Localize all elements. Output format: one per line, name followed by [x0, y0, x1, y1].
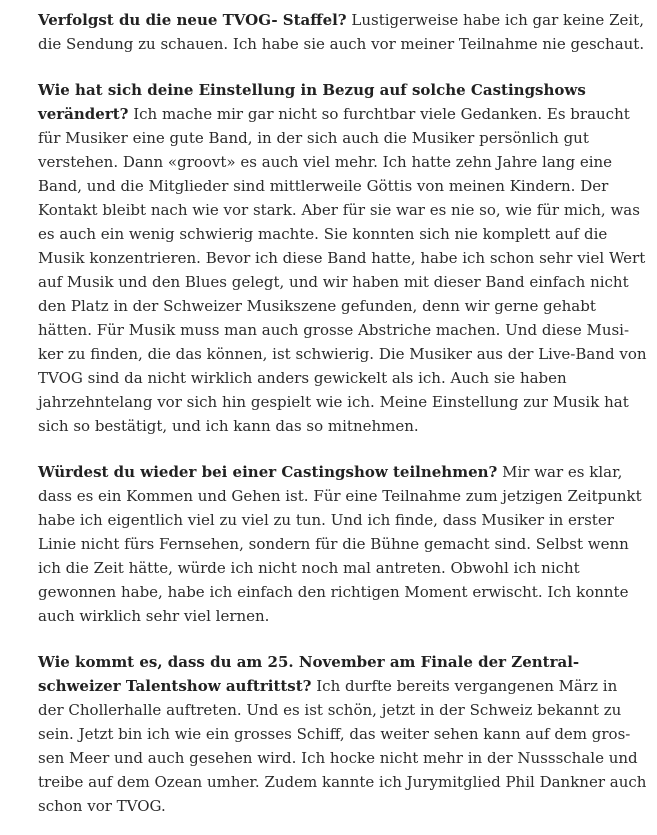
interview-question-1: Verfolgst du die neue TVOG- Staffel?: [38, 11, 347, 29]
interview-paragraph-1: [38, 8, 647, 56]
interview-paragraph-3: [38, 460, 647, 628]
interview-question-4: Wie kommt es, dass du am 25. November am Finale der Zentralschweizer Talentshow auftrittst?: [38, 653, 580, 695]
interview-paragraph-4: [38, 650, 647, 818]
interview-answer-2: Ich mache mir gar nicht so furchtbar viele Gedanken. Es braucht für Musiker eine gute Band, in der sich auch die Musiker persönlich gut verstehen. Dann «groovt» es auch viel mehr. Ich hatte zehn Jahre lang eine Band, und die Mitglieder sind mittlerweile Göttis von meinen Kindern. Der Kontakt bleibt nach wie vor stark. Aber für sie war es nie so, wie für mich, was es auch ein wenig schwierig machte. Sie konnten sich nie komplett auf die Musik konzentrieren. Bevor ich diese Band hatte, habe ich schon sehr viel Wert auf Musik und den Blues gelegt, und wir haben mit dieser Band einfach nicht den Platz in der Schweizer Musikszene gefunden, denn wir gerne gehabt hätten. Für Musik muss man auch grosse Abstriche machen. Und diese Musiker zu finden, die das können, ist schwierig. Die Musiker aus der Live-Band von TVOG sind da nicht wirklich anders gewickelt als ich. Auch sie haben jahrzehntelang vor sich hin gespielt wie ich. Meine Einstellung zur Musik hat sich so bestätigt, und ich kann das so mitnehmen.: [38, 105, 647, 435]
interview-answer-3: Mir war es klar, dass es ein Kommen und Gehen ist. Für eine Teilnahme zum jetzigen Zeitpunkt habe ich eigentlich viel zu viel zu tun. Und ich finde, dass Musiker in erster Linie nicht fürs Fernsehen, sondern für die Bühne gemacht sind. Selbst wenn ich die Zeit hätte, würde ich nicht noch mal antreten. Obwohl ich nicht gewonnen habe, habe ich einfach den richtigen Moment erwischt. Ich konnte auch wirklich sehr viel lernen.: [38, 463, 642, 625]
interview-answer-4: Ich durfte bereits vergangenen März in der Chollerhalle auftreten. Und es ist schön, jetzt in der Schweiz bekannt zu sein. Jetzt bin ich wie ein grosses Schiff, das weiter sehen kann auf dem grossen Meer und auch gesehen wird. Ich hocke nicht mehr in der Nussschale und treibe auf dem Ozean umher. Zudem kannte ich Jurymitglied Phil Dankner auch schon vor TVOG.: [38, 677, 647, 815]
interview-question-3: Würdest du wieder bei einer Castingshow teilnehmen?: [38, 463, 498, 481]
interview-answer-1: Lustigerweise habe ich gar keine Zeit, die Sendung zu schauen. Ich habe sie auch vor meiner Teilnahme nie geschaut.: [38, 11, 645, 53]
interview-question-2: Wie hat sich deine Einstellung in Bezug auf solche Castingshows verändert?: [38, 81, 586, 123]
interview-paragraph-2: [38, 78, 647, 438]
